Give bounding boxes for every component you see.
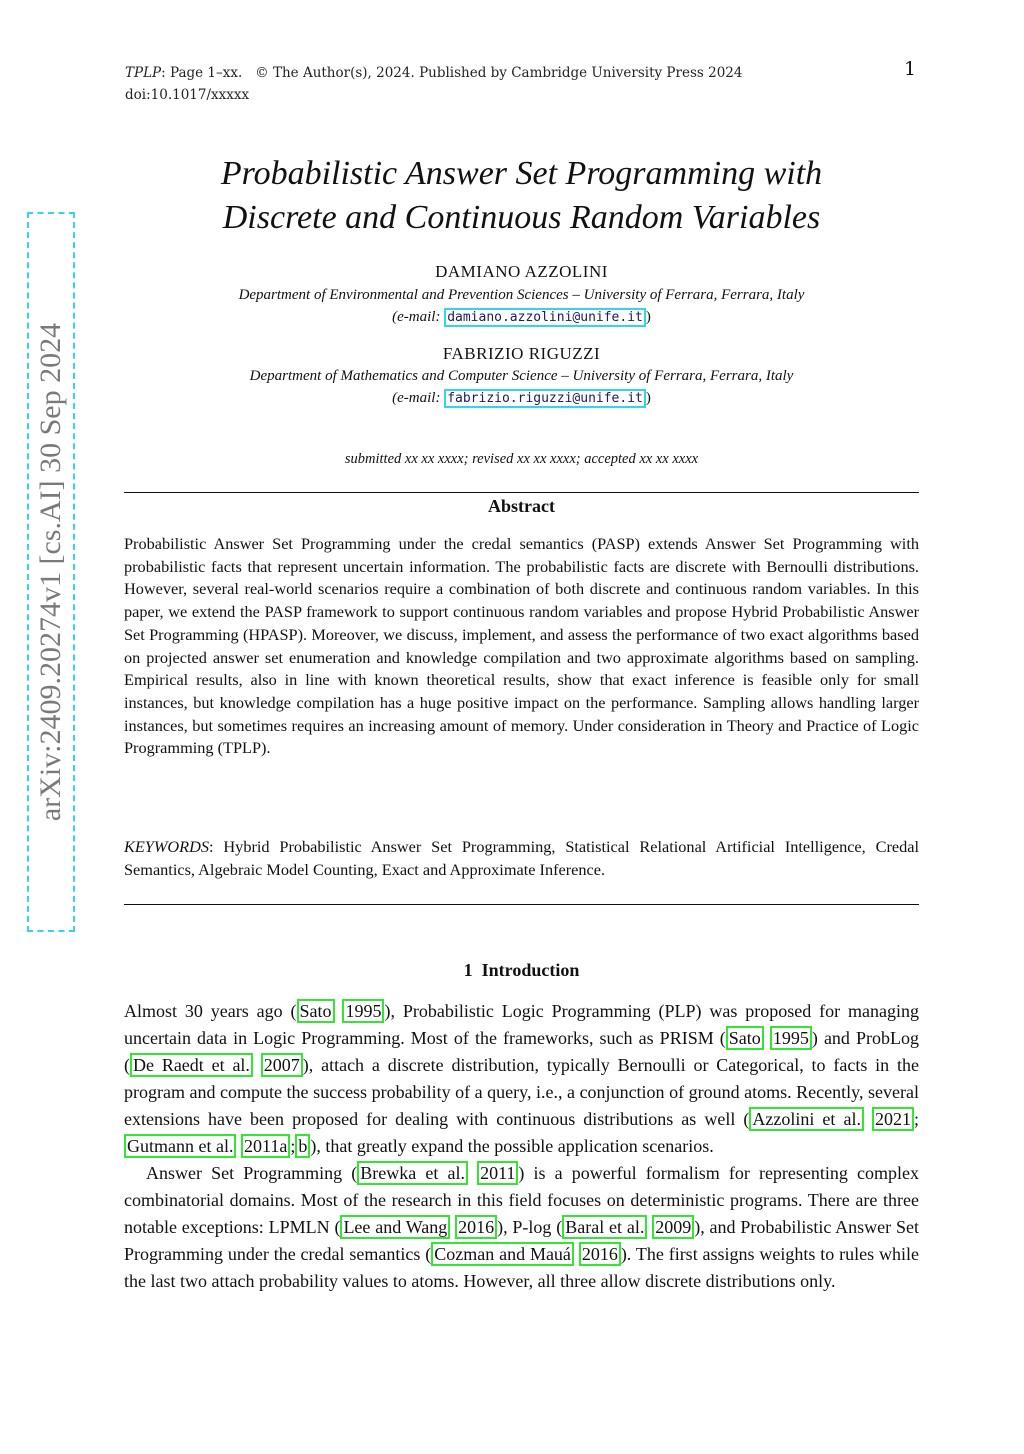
abstract-text: Probabilistic Answer Set Programming under the credal semantics (PASP) extends Answer Set Programming with probabilistic facts that represent uncertain information. The probabilistic facts are discrete with Bernoulli distributions. However, several real-world scenarios require a combination of both discrete and continuous random variables. In this paper, we extend the PASP framework to support continuous random variables and propose Hybrid Probabilistic Answer Set Programming (HPASP). Moreover, we discuss, implement, and assess the performance of two exact algorithms based on projected answer set enumeration and knowledge compilation and two approximate algorithms based on sampling. Empirical results, also in line with known theoretical results, show that exact inference is feasible only for small instances, but knowledge compilation has a huge positive impact on the performance. Sampling allows handling larger instances, but sometimes requires an increasing amount of memory. Under consideration in Theory and Practice of Logic Programming (TPLP). — [124, 534, 919, 758]
author-name-1: DAMIANO AZZOLINI — [435, 262, 608, 281]
email-link-1[interactable]: damiano.azzolini@unife.it — [444, 308, 646, 327]
citation-lee-name[interactable]: Lee and Wang — [340, 1215, 450, 1239]
email-close: ) — [645, 390, 651, 406]
text-run: Almost 30 years ago ( — [124, 1001, 297, 1021]
citation-baral-year[interactable]: 2009 — [652, 1215, 694, 1239]
email-link-2[interactable]: fabrizio.riguzzi@unife.it — [444, 389, 646, 408]
keywords — [124, 836, 919, 881]
title-line-1: Probabilistic Answer Set Programming with — [220, 155, 823, 192]
submission-dates: submitted xx xx xxxx; revised xx xx xxxx; accepted xx xx xxxx — [344, 451, 699, 467]
citation-brewka-year[interactable]: 2011 — [477, 1161, 518, 1185]
citation-azzolini-name[interactable]: Azzolini et al. — [749, 1107, 864, 1131]
text-run: ), P-log ( — [497, 1217, 563, 1237]
citation-sato-name[interactable]: Sato — [726, 1026, 764, 1050]
citation-gutmann-year[interactable]: 2011a — [241, 1134, 290, 1158]
header-line-1 — [125, 62, 742, 84]
citation-brewka-name[interactable]: Brewka et al. — [357, 1161, 468, 1185]
email-label: (e-mail: — [392, 309, 445, 325]
text-run: ), that greatly expand the possible application scenarios. — [310, 1136, 714, 1156]
bottom-divider — [124, 904, 919, 905]
arxiv-stamp-link[interactable] — [27, 212, 75, 932]
email-label: (e-mail: — [392, 390, 445, 406]
email-close: ) — [645, 309, 651, 325]
running-header — [125, 62, 742, 106]
citation-gutmann-name[interactable]: Gutmann et al. — [124, 1134, 236, 1158]
author-email-line-2 — [124, 390, 919, 407]
author-affiliation-1: Department of Environmental and Prevention Sciences – University of Ferrara, Ferrara, Italy — [238, 287, 805, 303]
text-run: ), Probabilistic Logic Programming (PLP) was proposed for managing uncertain data in Logic Programming. Most of the frameworks, such as PRISM ( — [124, 1001, 920, 1048]
abstract-heading: Abstract — [488, 496, 555, 516]
citation-sato-year[interactable]: 1995 — [342, 999, 384, 1023]
header-pages: : Page 1–xx. — [161, 65, 243, 81]
text-run: ) is a powerful formalism for representing complex combinatorial domains. Most of the research in this field focuses on deterministic programs. There are three notable exceptions: LPMLN ( — [124, 1163, 919, 1237]
intro-paragraph-2 — [124, 1160, 919, 1295]
text-run: ; — [914, 1109, 920, 1129]
intro-paragraph-1 — [124, 998, 919, 1160]
top-divider — [124, 492, 919, 493]
citation-azzolini-year[interactable]: 2021 — [872, 1107, 914, 1131]
citation-sato-year[interactable]: 1995 — [770, 1026, 812, 1050]
citation-cozman-year[interactable]: 2016 — [579, 1242, 621, 1266]
section-number: 1 — [463, 960, 473, 980]
text-run: ), and Probabilistic Answer Set Programming under the credal semantics ( — [124, 1217, 919, 1264]
paper-title — [124, 152, 919, 240]
keywords-text: : Hybrid Probabilistic Answer Set Programming, Statistical Relational Artificial Intelligence, Credal Semantics, Algebraic Model Counting, Exact and Approximate Inference. — [124, 837, 919, 879]
author-name-2: FABRIZIO RIGUZZI — [442, 344, 601, 363]
section-title: Introduction — [481, 960, 580, 980]
copyright-notice: © The Author(s), 2024. Published by Cambridge University Press 2024 — [255, 65, 743, 81]
citation-lee-year[interactable]: 2016 — [455, 1215, 497, 1239]
text-run: Answer Set Programming ( — [146, 1163, 358, 1183]
text-run: ). The first assigns weights to rules while the last two attach probability values to atoms. However, all three allow discrete distributions only. — [124, 1244, 920, 1291]
introduction-body — [124, 998, 919, 1295]
doi: doi:10.1017/xxxxx — [125, 87, 250, 103]
citation-cozman-name[interactable]: Cozman and Mauá — [431, 1242, 574, 1266]
text-run: ), attach a discrete distribution, typically Bernoulli or Categorical, to facts in the program and compute the success probability of a query, i.e., a conjunction of ground atoms. Recently, several extensions have been proposed for dealing with continuous distributions as well ( — [124, 1055, 919, 1129]
citation-sato-name[interactable]: Sato — [297, 999, 335, 1023]
title-line-2: Discrete and Continuous Random Variables — [222, 199, 821, 236]
section-heading — [124, 960, 919, 981]
arxiv-identifier: arXiv:2409.20274v1 [cs.AI] 30 Sep 2024 — [34, 322, 67, 822]
author-email-line-1 — [124, 309, 919, 326]
text-run: ; — [290, 1136, 296, 1156]
page-number: 1 — [904, 58, 917, 80]
citation-baral-name[interactable]: Baral et al. — [562, 1215, 647, 1239]
citation-gutmann-b[interactable]: b — [295, 1134, 310, 1158]
author-affiliation-2: Department of Mathematics and Computer Science – University of Ferrara, Ferrara, Italy — [249, 368, 794, 384]
citation-deraedt-name[interactable]: De Raedt et al. — [130, 1053, 253, 1077]
journal-name: TPLP — [125, 65, 162, 81]
keywords-label: KEYWORDS — [124, 837, 210, 856]
text-run: ) and ProbLog ( — [124, 1028, 920, 1075]
citation-deraedt-year[interactable]: 2007 — [261, 1053, 303, 1077]
